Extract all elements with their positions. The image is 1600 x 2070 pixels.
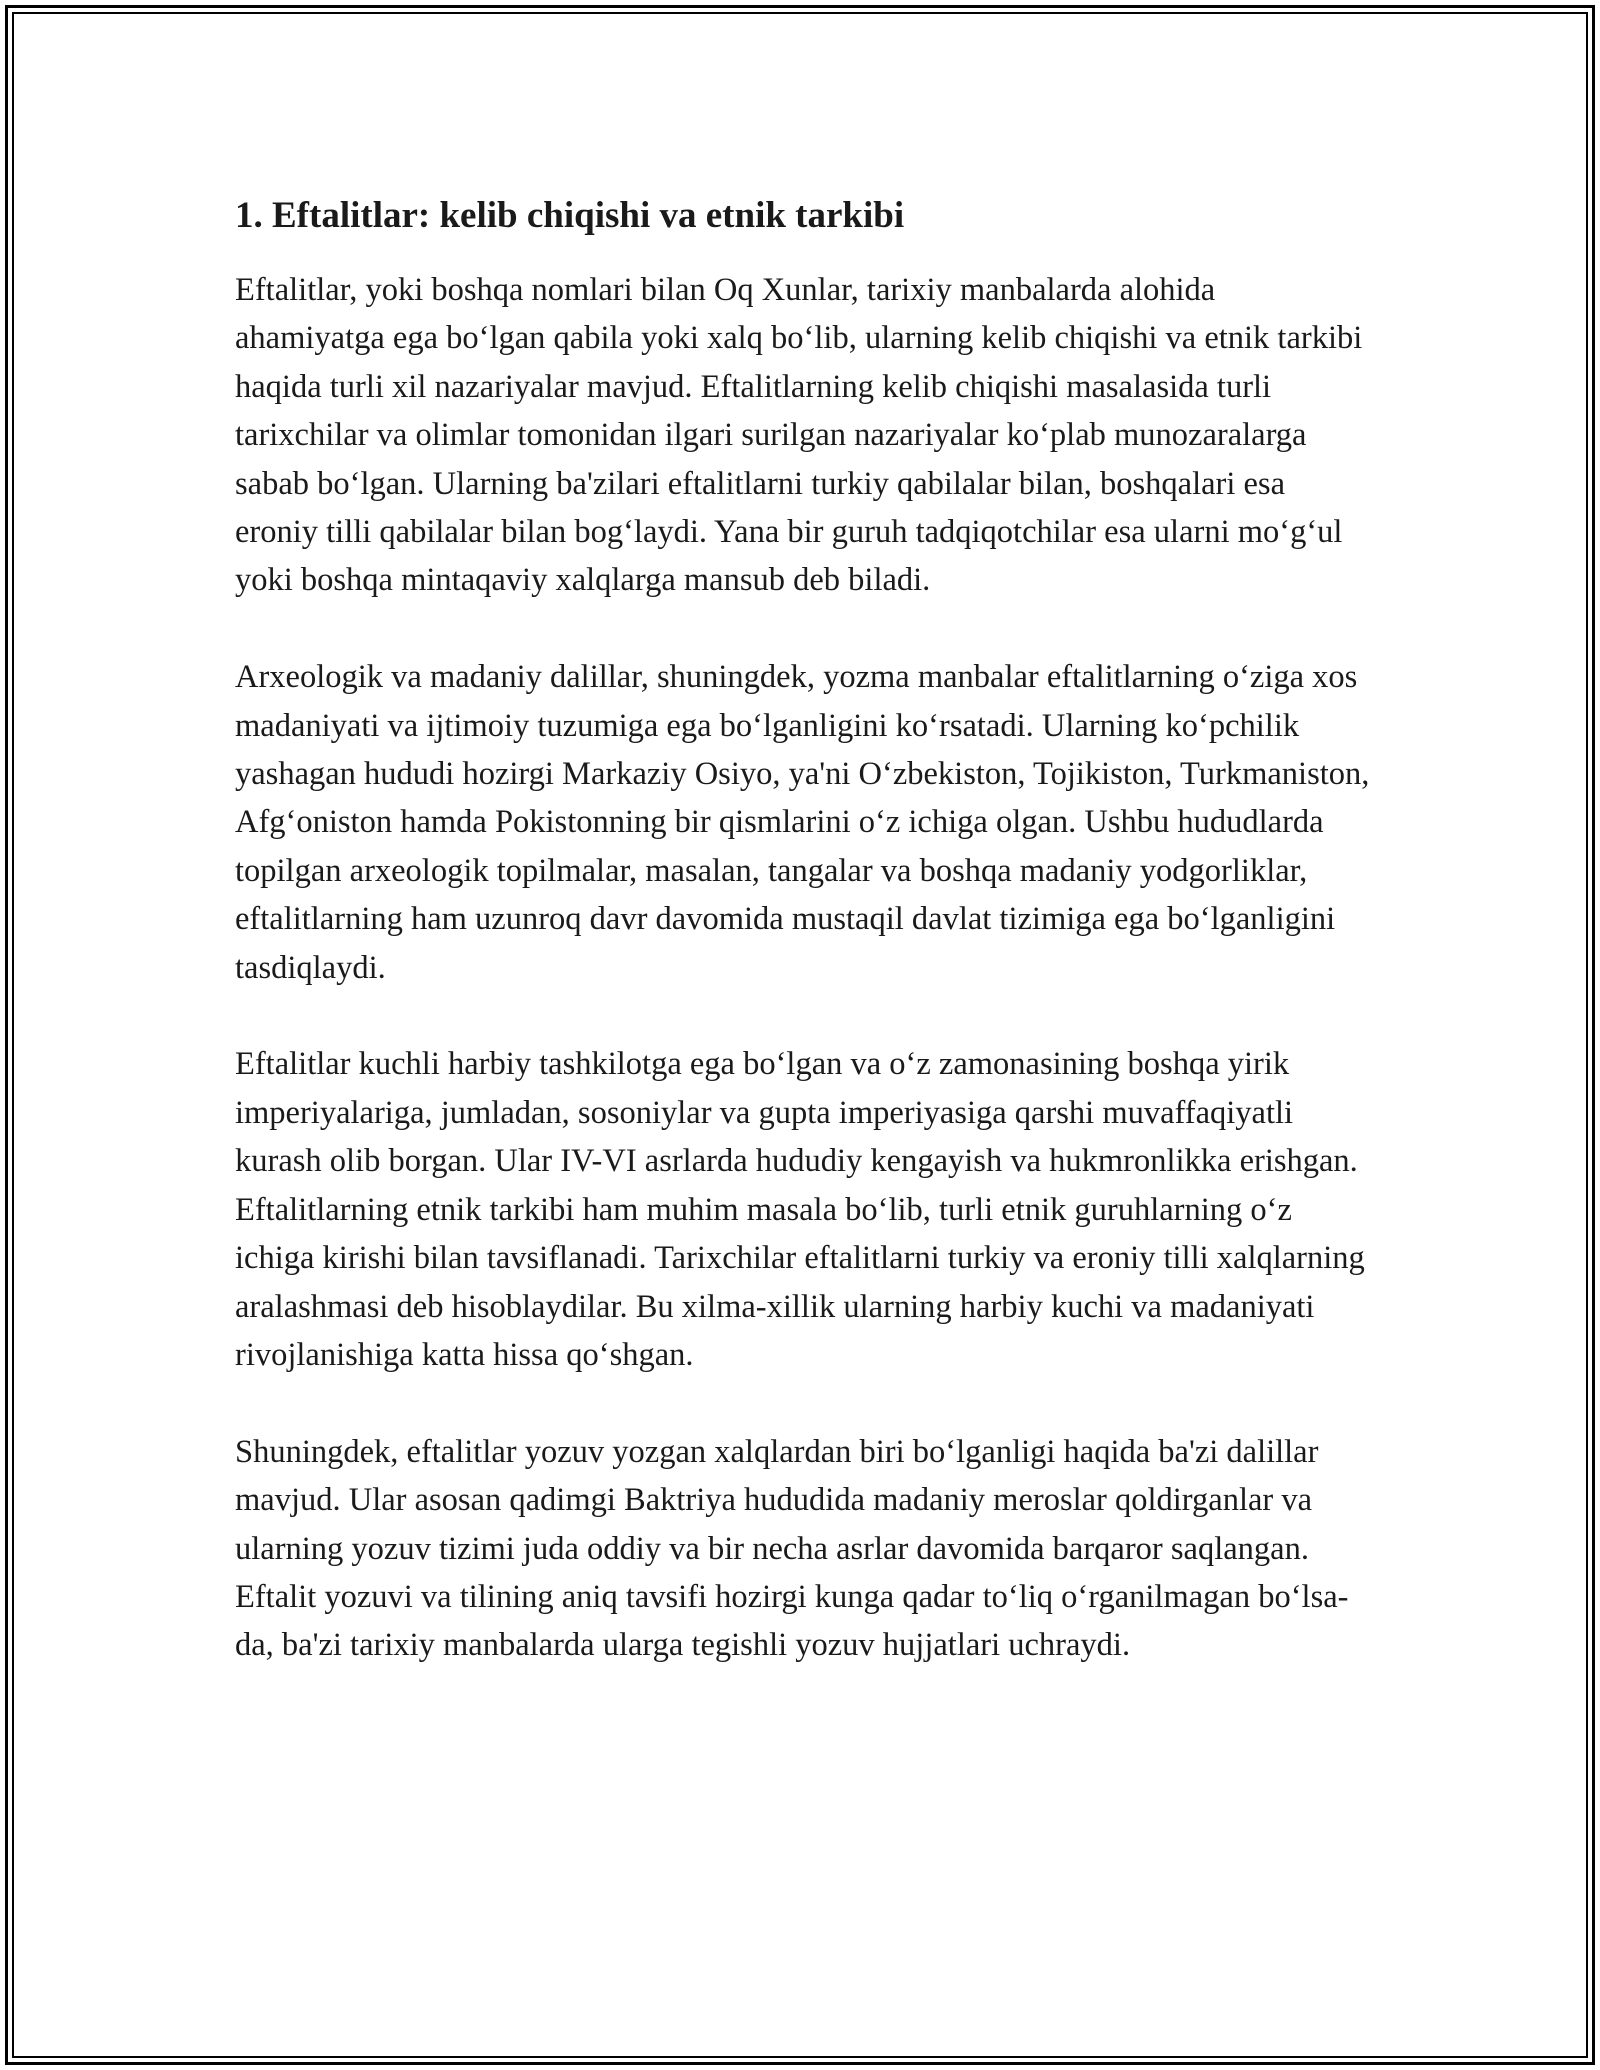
paragraph-origin-theories: Eftalitlar, yoki boshqa nomlari bilan Oq Xunlar, tarixiy manbalarda alohida ahamiyatga ega bo‘lgan qabila yoki xalq bo‘lib, ularning kelib chiqishi va etnik tarkibi haqida turli xil nazariyalar mavjud. Eftalitlarning kelib chiqishi masalasida turli tarixchilar va olimlar tomonidan ilgari surilgan nazariyalar ko‘plab munozaralarga sabab bo‘lgan. Ularning ba'zilari eftalitlarni turkiy qabilalar bilan, boshqalari esa eroniy tilli qabilalar bilan bog‘laydi. Yana bir guruh tadqiqotchilar esa ularni mo‘g‘ul yoki boshqa mintaqaviy xalqlarga mansub deb biladi. [235, 272, 1363, 599]
section-heading: 1. Eftalitlar: kelib chiqishi va etnik tarkibi [235, 195, 905, 236]
paragraph-writing-system: Shuningdek, eftalitlar yozuv yozgan xalqlardan biri bo‘lganligi haqida ba'zi dalillar mavjud. Ular asosan qadimgi Baktriya hududida madaniy meroslar qoldirganlar va ularning yozuv tizimi juda oddiy va bir necha asrlar davomida barqaror saqlangan. Eftalit yozuvi va tilining aniq tavsifi hozirgi kunga qadar to‘liq o‘rganilmagan bo‘lsa-da, ba'zi tarixiy manbalarda ularga tegishli yozuv hujjatlari uchraydi. [235, 1433, 1349, 1664]
paragraph-archaeological-evidence: Arxeologik va madaniy dalillar, shuningdek, yozma manbalar eftalitlarning o‘ziga xos madaniyati va ijtimoiy tuzumiga ega bo‘lganligini ko‘rsatadi. Ularning ko‘pchilik yashagan hududi hozirgi Markaziy Osiyo, ya'ni O‘zbekiston, Tojikiston, Turkmaniston, Afg‘oniston hamda Pokistonning bir qismlarini o‘z ichiga olgan. Ushbu hududlarda topilgan arxeologik topilmalar, masalan, tangalar va boshqa madaniy yodgorliklar, eftalitlarning ham uzunroq davr davomida mustaqil davlat tizimiga ega bo‘lganligini tasdiqlaydi. [235, 659, 1370, 986]
paragraph-military-and-ethnicity: Eftalitlar kuchli harbiy tashkilotga ega bo‘lgan va o‘z zamonasining boshqa yirik imperiyalariga, jumladan, sosoniylar va gupta imperiyasiga qarshi muvaffaqiyatli kurash olib borgan. Ular IV-VI asrlarda hududiy kengayish va hukmronlikka erishgan. Eftalitlarning etnik tarkibi ham muhim masala bo‘lib, turli etnik guruhlarning o‘z ichiga kirishi bilan tavsiflanadi. Tarixchilar eftalitlarni turkiy va eroniy tilli xalqlarning aralashmasi deb hisoblaydilar. Bu xilma-xillik ularning harbiy kuchi va madaniyati rivojlanishiga katta hissa qo‘shgan. [235, 1046, 1365, 1373]
document-body [235, 188, 1370, 1718]
